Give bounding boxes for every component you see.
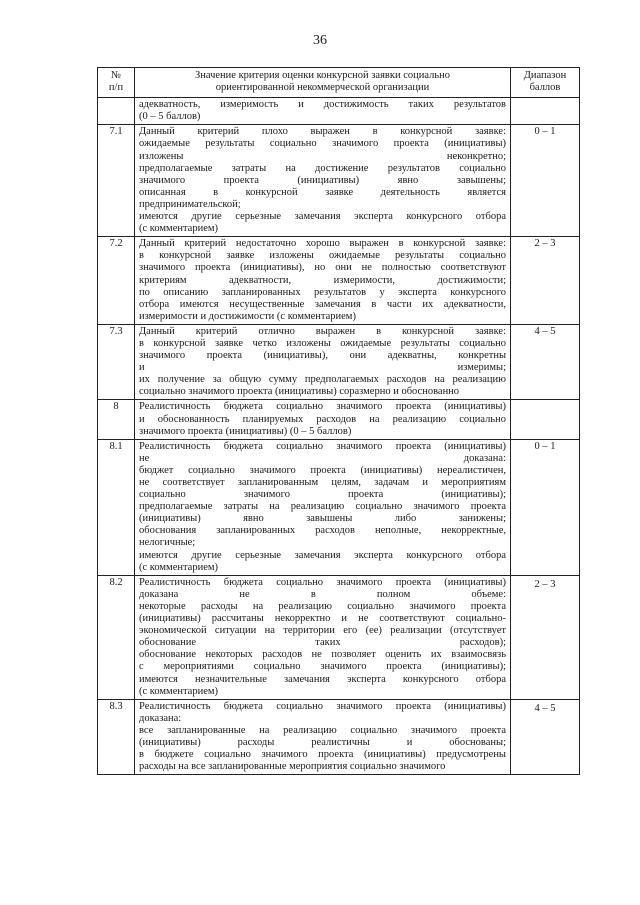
- criterion-line: и измеримы;: [139, 362, 506, 374]
- criterion-line: (с комментарием): [139, 685, 219, 697]
- header-criterion: Значение критерия оценки конкурсной заявки социально ориентированной некоммерческой организации: [135, 68, 511, 98]
- criterion-line: нелогичные;: [139, 537, 196, 549]
- row-criterion-text: [135, 237, 511, 325]
- criterion-line: (с комментарием): [139, 561, 219, 573]
- criterion-line: в конкурсной заявке четко изложены ожидаемые результаты социально: [139, 337, 506, 349]
- criterion-line: Реалистичность бюджета социально значимого проекта (инициативы): [139, 700, 506, 712]
- criterion-line: Данный критерий плохо выражен в конкурсной заявке:: [139, 126, 506, 138]
- criterion-line: социально значимого проекта (инициативы);: [139, 489, 506, 501]
- table-row: [98, 324, 580, 400]
- criterion-line: расходы на все запланированные мероприятия социально значимого: [139, 761, 446, 773]
- row-criterion-text: [135, 125, 511, 237]
- criterion-line: социально значимого проекта (инициативы) соразмерно и обоснованно: [139, 386, 460, 398]
- table-row: [98, 439, 580, 575]
- row-score-range: [511, 400, 580, 439]
- row-criterion-text: [135, 575, 511, 699]
- criterion-line: критериям адекватности, измеримости, достижимости;: [139, 274, 506, 286]
- criterion-line: Реалистичность бюджета социально значимого проекта (инициативы): [139, 440, 506, 452]
- row-number: 7.2: [98, 237, 135, 325]
- criterion-line: в конкурсной заявке изложены ожидаемые результаты социально: [139, 250, 506, 262]
- row-number: 7.3: [98, 324, 135, 400]
- row-score-range: [511, 98, 580, 125]
- row-number: 8: [98, 400, 135, 439]
- header-range: Диапазон баллов: [511, 68, 580, 98]
- criterion-line: по описанию запланированных результатов у эксперта конкурсного: [139, 286, 506, 298]
- criterion-line: отбора имеются несущественные замечания в части их адекватности,: [139, 298, 506, 310]
- criterion-line: значимого проекта (инициативы) (0 – 5 баллов): [139, 425, 352, 437]
- criterion-line: в бюджете социально значимого проекта (инициативы) предусмотрены: [139, 749, 506, 761]
- table-header-row: [98, 68, 580, 98]
- table-row: [98, 237, 580, 325]
- criterion-line: все запланированные на реализацию социально значимого проекта: [139, 724, 506, 736]
- row-number: 8.1: [98, 439, 135, 575]
- table-row: [98, 699, 580, 775]
- criterion-line: (инициативы) рассчитаны некорректно и не соответствуют социально-: [139, 613, 506, 625]
- table-row: [98, 575, 580, 699]
- criterion-line: доказана:: [139, 712, 182, 724]
- row-score-range: 4 – 5: [511, 324, 580, 400]
- criterion-line: имеются другие серьезные замечания эксперта конкурсного отбора: [139, 211, 506, 223]
- criterion-line: Реалистичность бюджета социально значимого проекта (инициативы): [139, 401, 506, 413]
- criterion-line: имеются незначительные замечания эксперта конкурсного отбора: [139, 673, 506, 685]
- table-row: [98, 400, 580, 439]
- criteria-table: [97, 67, 580, 775]
- criterion-line: измеримости и достижимости (с комментарием): [139, 310, 356, 322]
- criterion-line: имеются другие серьезные замечания эксперта конкурсного отбора: [139, 549, 506, 561]
- criterion-line: (с комментарием): [139, 223, 219, 235]
- row-number: 8.2: [98, 575, 135, 699]
- criterion-line: предпринимательской;: [139, 198, 241, 210]
- criterion-line: и обоснованность планируемых расходов на реализацию социально: [139, 413, 506, 425]
- criterion-line: обоснование таких расходов);: [139, 637, 506, 649]
- criterion-line: бюджет социально значимого проекта (инициативы) нереалистичен,: [139, 464, 506, 476]
- criterion-line: их получение за общую сумму предполагаемых расходов на реализацию: [139, 374, 506, 386]
- criterion-line: (инициативы) расходы реалистичны и обоснованы;: [139, 736, 506, 748]
- criterion-line: описанная в конкурсной заявке деятельность является: [139, 186, 506, 198]
- row-criterion-text: [135, 400, 511, 439]
- criterion-line: (инициативы) явно завышены либо занижены;: [139, 513, 506, 525]
- criterion-line: значимого проекта (инициативы), но они не полностью соответствуют: [139, 262, 506, 274]
- row-number: 8.3: [98, 699, 135, 775]
- row-score-range: 4 – 5: [511, 699, 580, 775]
- criterion-line: значимого проекта (инициативы) явно завышены;: [139, 174, 506, 186]
- criterion-line: изложены неконкретно;: [139, 150, 506, 162]
- header-num: № п/п: [98, 68, 135, 98]
- table-body: [98, 98, 580, 775]
- row-criterion-text: [135, 98, 511, 125]
- criterion-line: Реалистичность бюджета социально значимого проекта (инициативы): [139, 576, 506, 588]
- criterion-line: некоторые расходы на реализацию социально значимого проекта: [139, 600, 506, 612]
- criterion-line: не доказана:: [139, 452, 506, 464]
- criterion-line: адекватность, измеримость и достижимость таких результатов: [139, 99, 506, 111]
- criterion-line: Данный критерий недостаточно хорошо выражен в конкурсной заявке:: [139, 238, 506, 250]
- criterion-line: предполагаемые затраты на реализацию социально значимого проекта: [139, 501, 506, 513]
- criterion-line: доказана не в полном объеме:: [139, 588, 506, 600]
- criterion-line: Данный критерий отлично выражен в конкурсной заявке:: [139, 325, 506, 337]
- criterion-line: не соответствует запланированным целям, задачам и мероприятиям: [139, 477, 506, 488]
- row-score-range: 2 – 3: [511, 237, 580, 325]
- row-score-range: 0 – 1: [511, 125, 580, 237]
- criterion-line: обоснование некоторых расходов не позволяет оценить их взаимосвязь: [139, 649, 506, 661]
- row-criterion-text: [135, 699, 511, 775]
- criterion-line: экономической ситуации на территории его (ее) реализации (отсутствует: [139, 625, 506, 637]
- row-criterion-text: [135, 324, 511, 400]
- row-number: [98, 98, 135, 125]
- criterion-line: (0 – 5 баллов): [139, 111, 201, 123]
- row-score-range: 2 – 3: [511, 575, 580, 699]
- table-row: [98, 125, 580, 237]
- criterion-line: обоснования запланированных расходов неполные, некорректные,: [139, 525, 506, 537]
- row-score-range: 0 – 1: [511, 439, 580, 575]
- table-row: [98, 98, 580, 125]
- row-criterion-text: [135, 439, 511, 575]
- criterion-line: ожидаемые результаты социально значимого проекта (инициативы): [139, 138, 506, 150]
- row-number: 7.1: [98, 125, 135, 237]
- page-number: 36: [313, 33, 327, 48]
- criterion-line: значимого проекта (инициативы), они адекватны, конкретны: [139, 350, 506, 362]
- criterion-line: предполагаемые затраты на достижение результатов социально: [139, 162, 506, 174]
- criterion-line: с мероприятиями социально значимого проекта (инициативы);: [139, 661, 506, 673]
